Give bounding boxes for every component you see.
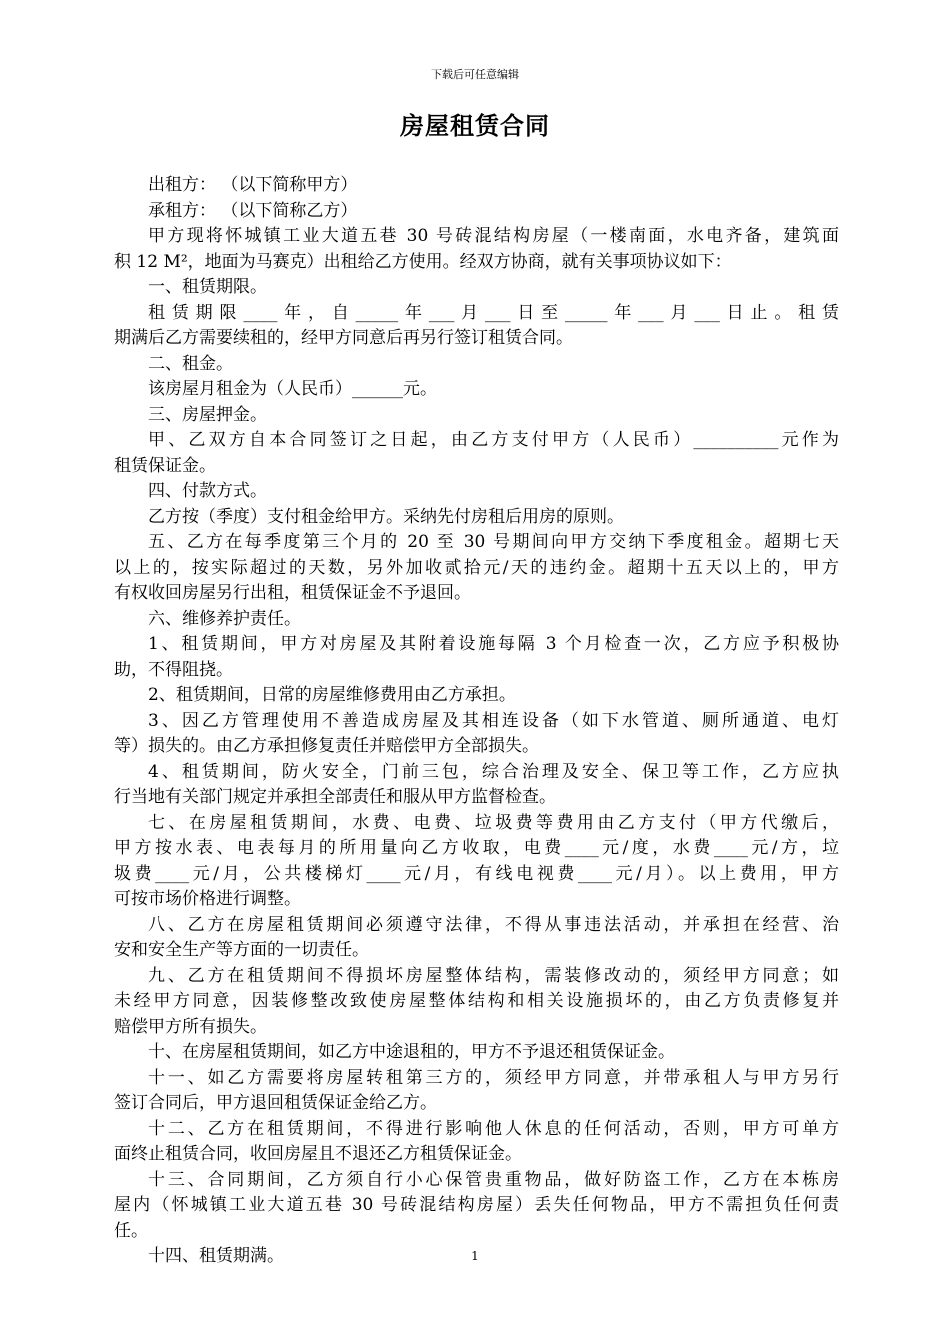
text-line: 二、租金。: [148, 353, 233, 374]
text-line: 三、房屋押金。: [148, 404, 267, 425]
text-line: 甲方按水表、电表每月的所用量向乙方收取，电费____元/度，水费____元/方，垃: [114, 838, 839, 858]
document-title: 房屋租赁合同: [400, 111, 550, 140]
text-line: 承租方： （以下简称乙方）: [148, 200, 358, 221]
text-line: 面终止租赁合同，收回房屋且不退还乙方租赁保证金。: [114, 1144, 522, 1164]
text-line: 2、租赁期间，日常的房屋维修费用由乙方承担。: [148, 685, 516, 705]
text-line: 六、维修养护责任。: [148, 608, 301, 629]
text-line: 4、租赁期间，防火安全，门前三包，综合治理及安全、保卫等工作，乙方应执: [148, 761, 839, 782]
text-line: 任。: [114, 1220, 148, 1241]
text-line: 十二、乙方在租赁期间，不得进行影响他人休息的任何活动，否则，甲方可单方: [148, 1118, 839, 1139]
text-line: 该房屋月租金为（人民币）______元。: [148, 379, 437, 399]
text-line: 甲、乙双方自本合同签订之日起，由乙方支付甲方（人民币）__________元作为: [148, 430, 839, 450]
text-line: 等）损失的。由乙方承担修复责任并赔偿甲方全部损失。: [114, 736, 539, 756]
text-line: 租赁保证金。: [114, 455, 216, 476]
text-line: 安和安全生产等方面的一切责任。: [114, 940, 369, 960]
text-line: 租赁期限____年，自_____年___月___日至_____年___月___日止。租赁: [148, 302, 839, 323]
text-line: 十四、租赁期满。: [148, 1246, 284, 1266]
text-line: 3、因乙方管理使用不善造成房屋及其相连设备（如下水管道、厕所通道、电灯: [148, 710, 839, 731]
text-line: 赔偿甲方所有损失。: [114, 1016, 267, 1037]
text-line: 乙方按（季度）支付租金给甲方。采纳先付房租后用房的原则。: [148, 506, 624, 527]
text-line: 五、乙方在每季度第三个月的 20 至 30 号期间向甲方交纳下季度租金。超期七天: [148, 532, 839, 552]
text-line: 未经甲方同意，因装修整改致使房屋整体结构和相关设施损坏的，由乙方负责修复并: [114, 991, 839, 1011]
text-line: 积 12 M²，地面为马赛克）出租给乙方使用。经双方协商，就有关事项协议如下：: [114, 251, 732, 272]
text-line: 以上的，按实际超过的天数，另外加收贰拾元/天的违约金。超期十五天以上的，甲方: [114, 557, 839, 578]
text-line: 行当地有关部门规定并承担全部责任和服从甲方监督检查。: [114, 787, 556, 807]
text-line: 十、在房屋租赁期间，如乙方中途退租的，甲方不予退还租赁保证金。: [148, 1042, 675, 1062]
text-line: 九、乙方在租赁期间不得损坏房屋整体结构，需装修改动的，须经甲方同意；如: [148, 965, 839, 986]
text-line: 助，不得阻挠。: [114, 659, 233, 680]
text-line: 屋内（怀城镇工业大道五巷 30 号砖混结构房屋）丢失任何物品，甲方不需担负任何责: [114, 1195, 839, 1215]
page-number: 1: [471, 1249, 479, 1263]
text-line: 十三、合同期间，乙方须自行小心保管贵重物品，做好防盗工作，乙方在本栋房: [148, 1169, 839, 1190]
text-line: 1、租赁期间，甲方对房屋及其附着设施每隔 3 个月检查一次，乙方应予积极协: [148, 634, 839, 654]
text-line: 甲方现将怀城镇工业大道五巷 30 号砖混结构房屋（一楼南面，水电齐备，建筑面: [148, 226, 839, 246]
text-line: 有权收回房屋另行出租，租赁保证金不予退回。: [114, 583, 471, 603]
text-line: 四、付款方式。: [148, 481, 267, 501]
text-line: 出租方： （以下简称甲方）: [148, 175, 358, 195]
text-line: 可按市场价格进行调整。: [114, 889, 301, 909]
text-line: 七、在房屋租赁期间，水费、电费、垃圾费等费用由乙方支付（甲方代缴后，: [148, 812, 839, 833]
contract-body: [114, 173, 839, 1270]
page-header: 下载后可任意编辑: [431, 68, 519, 81]
text-line: 一、租赁期限。: [148, 277, 267, 297]
text-line: 签订合同后，甲方退回租赁保证金给乙方。: [114, 1093, 437, 1113]
text-line: 圾费____元/月，公共楼梯灯____元/月，有线电视费____元/月）。以上费用，甲方: [114, 863, 839, 884]
text-line: 期满后乙方需要续租的，经甲方同意后再另行签订租赁合同。: [114, 328, 573, 348]
text-line: 十一、如乙方需要将房屋转租第三方的，须经甲方同意，并带承租人与甲方另行: [148, 1067, 839, 1088]
text-line: 八、乙方在房屋租赁期间必须遵守法律，不得从事违法活动，并承担在经营、治: [148, 914, 839, 935]
